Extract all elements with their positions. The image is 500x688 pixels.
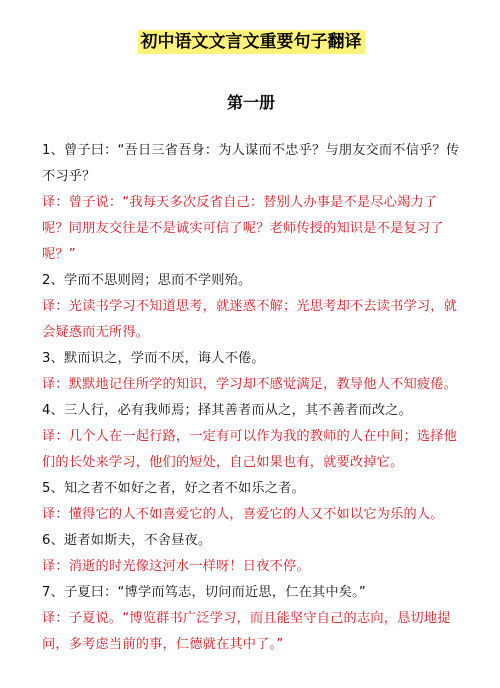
translation-5: 译：懂得它的人不如喜爱它的人，喜爱它的人又不如以它为乐的人。	[42, 507, 444, 522]
translation-2: 译：光读书学习不知道思考，就迷惑不解；光思考却不去读书学习，就会疑惑而无所得。	[42, 299, 458, 340]
original-sentence-6: 6、逝者如斯夫，不舍昼夜。	[42, 533, 212, 548]
translation-3: 译：默默地记住所学的知识，学习却不感觉满足，教导他人不知疲倦。	[42, 377, 458, 392]
original-sentence-3: 3、默而识之，学而不厌，诲人不倦。	[42, 351, 265, 366]
original-sentence-7: 7、子夏曰：“博学而笃志，切问而近思，仁在其中矣。”	[42, 585, 366, 600]
original-sentence-4: 4、三人行，必有我师焉；择其善者而从之，其不善者而改之。	[42, 403, 413, 418]
title-wrap	[42, 0, 460, 64]
original-sentence-1: 1、曾子曰：“吾日三省吾身：为人谋而不忠乎？与朋友交而不信乎？传不习乎？	[42, 143, 460, 184]
original-sentence-2: 2、学而不思则罔；思而不学则殆。	[42, 273, 252, 288]
translation-6: 译：消逝的时光像这河水一样呀！日夜不停。	[42, 559, 310, 574]
page-subtitle: 第一册	[226, 93, 275, 112]
page-title: 初中语文文言文重要句子翻译	[138, 30, 365, 54]
original-sentence-5: 5、知之者不如好之者，好之者不如乐之者。	[42, 481, 305, 496]
content	[42, 138, 460, 658]
translation-7: 译：子夏说。“博览群书广泛学习，而且能坚守自己的志向，恳切地提问，多考虑当前的事，仁德就在其中了。”	[42, 611, 451, 652]
translation-1: 译：曾子说：“我每天多次反省自己：替别人办事是不是尽心竭力了呢？同朋友交往是不是诚实可信了呢？老师传授的知识是不是复习了呢？”	[42, 195, 444, 262]
translation-4: 译：几个人在一起行路，一定有可以作为我的教师的人在中间；选择他们的长处来学习，他们的短处，自己如果也有，就要改掉它。	[42, 429, 458, 470]
